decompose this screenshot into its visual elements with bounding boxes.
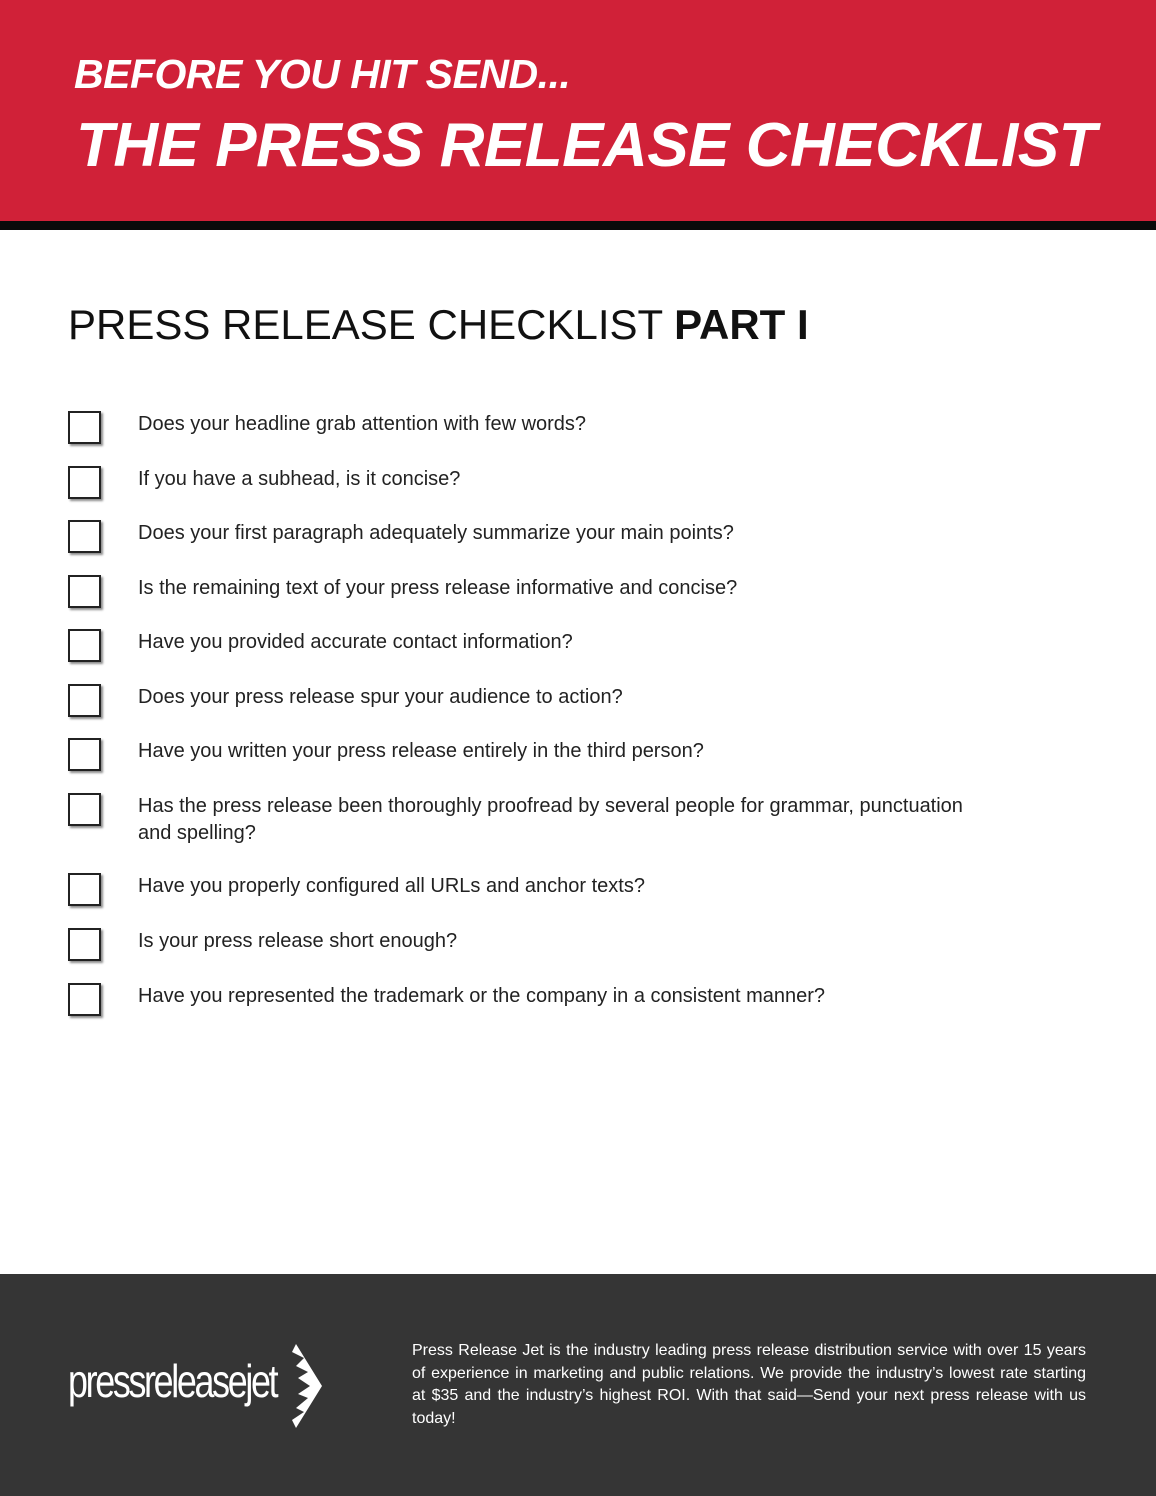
checklist-item-label: Have you provided accurate contact information? xyxy=(138,631,573,653)
section-title xyxy=(68,300,809,350)
checklist-item-label: Have you written your press release entirely in the third person? xyxy=(138,740,704,762)
checkbox[interactable] xyxy=(68,928,101,961)
checklist-item-label: Has the press release been thoroughly proofread by several people for grammar, punctuation and spelling? xyxy=(138,795,963,844)
checklist-item-label: Does your press release spur your audience to action? xyxy=(138,686,623,708)
checkbox[interactable] xyxy=(68,684,101,717)
footer-about-text: Press Release Jet is the industry leading press release distribution service with over 15 years of experience in marketing and public relations. We provide the industry’s lowest rate starting at $35 and the industry’s highest ROI. With that said—Send your next press release with us today! xyxy=(412,1342,1086,1427)
checklist-item-label: If you have a subhead, is it concise? xyxy=(138,468,461,490)
checklist-item-label: Is your press release short enough? xyxy=(138,930,458,952)
checklist-item-label: Does your first paragraph adequately summarize your main points? xyxy=(138,522,734,544)
checkbox[interactable] xyxy=(68,983,101,1016)
checkbox[interactable] xyxy=(68,738,101,771)
checkbox[interactable] xyxy=(68,520,101,553)
header-banner xyxy=(0,0,1156,230)
header-title: THE PRESS RELEASE CHECKLIST xyxy=(76,111,1096,180)
checklist-item-label: Is the remaining text of your press release informative and concise? xyxy=(138,577,738,599)
checkbox[interactable] xyxy=(68,466,101,499)
checklist-item-label: Have you represented the trademark or the company in a consistent manner? xyxy=(138,985,826,1007)
checkbox[interactable] xyxy=(68,629,101,662)
checklist-item-label: Does your headline grab attention with few words? xyxy=(138,413,587,435)
checklist-item-label: Have you properly configured all URLs and anchor texts? xyxy=(138,875,645,897)
jet-chevron-icon xyxy=(288,1344,326,1428)
checkbox[interactable] xyxy=(68,411,101,444)
pressreleasejet-logo[interactable]: pressreleasejet xyxy=(68,1355,277,1407)
section-title-light: PRESS RELEASE CHECKLIST xyxy=(68,301,663,348)
checkbox[interactable] xyxy=(68,793,101,826)
header-pretitle: BEFORE YOU HIT SEND... xyxy=(74,51,571,97)
checkbox[interactable] xyxy=(68,873,101,906)
section-title-bold: PART I xyxy=(674,301,809,348)
checkbox[interactable] xyxy=(68,575,101,608)
